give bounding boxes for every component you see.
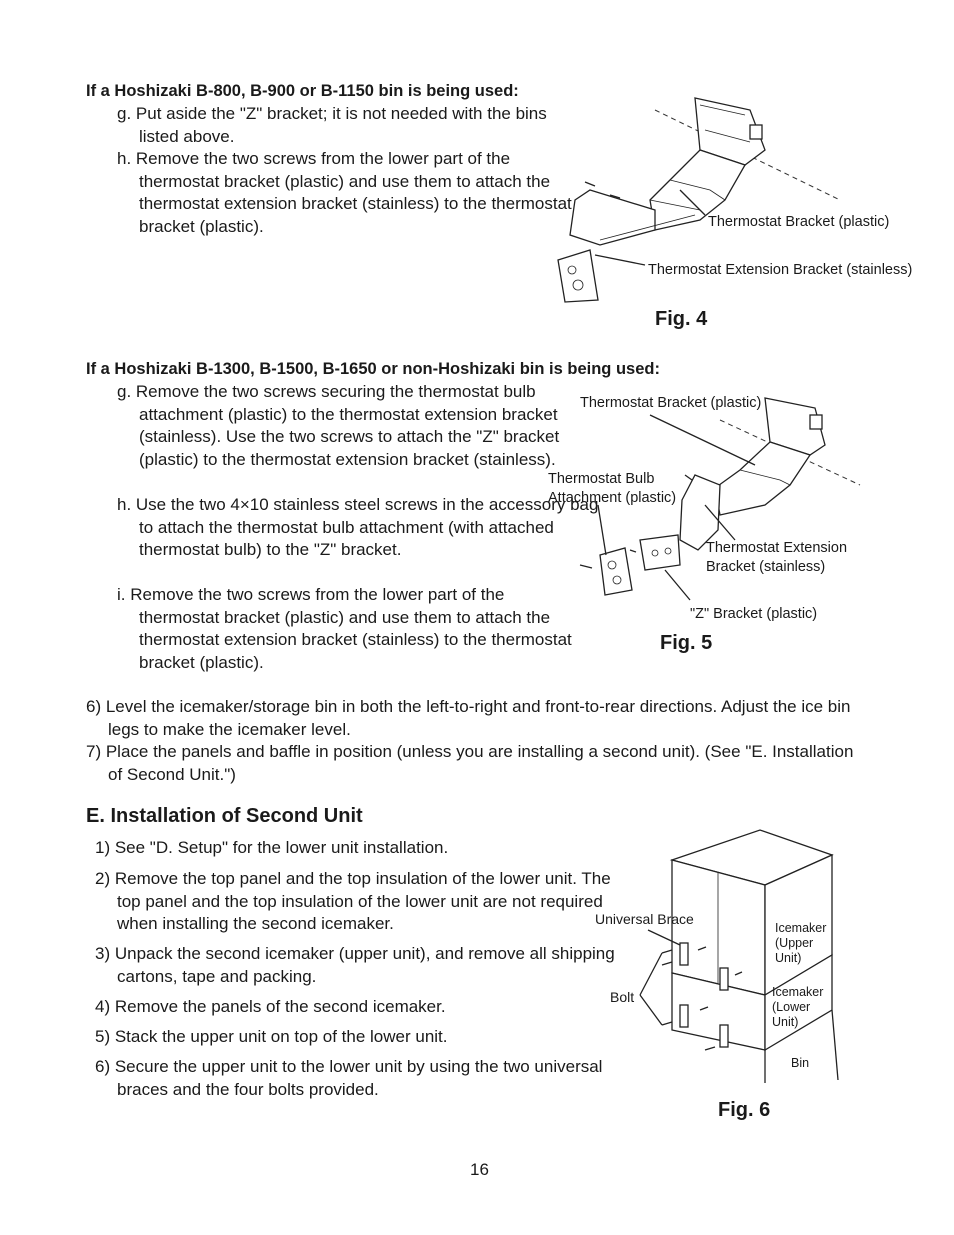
fig6-callout-lower-unit: Icemaker (Lower Unit): [772, 985, 824, 1029]
fig5-callout-extension-bracket: Thermostat Extension Bracket (stainless): [706, 540, 848, 575]
section1-step-g: g. Put aside the "Z" bracket; it is not needed with the bins listed above.: [117, 104, 547, 146]
fig4-label: Fig. 4: [655, 308, 708, 330]
section-e-title: E. Installation of Second Unit: [86, 805, 363, 827]
section2-step-g: g. Remove the two screws securing the thermostat bulb attachment (plastic) to the thermostat extension bracket (stainless). Use the two screws to attach the "Z" bracket (plastic) to the thermostat extension bracket (stainless).: [117, 382, 560, 469]
section2-step-h: h. Use the two 4×10 stainless steel screws in the accessory bag to attach the thermostat bulb attachment (with attached thermostat bulb) to the "Z" bracket.: [117, 495, 599, 559]
fig5-callout-bulb-attachment: Thermostat Bulb Attachment (plastic): [548, 471, 677, 506]
section1-step-h: h. Remove the two screws from the lower part of the thermostat bracket (plastic) and use them to attach the thermostat extension bracket (stainless) to the thermostat bracket (plastic).: [117, 149, 572, 236]
general-step-7: 7) Place the panels and baffle in position (unless you are installing a second unit). (See "E. Installation of Second Unit."): [86, 742, 854, 784]
section1-header: If a Hoshizaki B-800, B-900 or B-1150 bin is being used:: [86, 82, 519, 100]
fig5-callout-thermostat-bracket: Thermostat Bracket (plastic): [580, 395, 762, 411]
fig5-callout-z-bracket: "Z" Bracket (plastic): [690, 606, 818, 622]
section-e-step-5: 5) Stack the upper unit on top of the lower unit.: [95, 1027, 448, 1046]
fig6-callout-bin: Bin: [791, 1056, 810, 1070]
fig5-label: Fig. 5: [660, 632, 713, 654]
section-e-step-6: 6) Secure the upper unit to the lower unit by using the two universal braces and the four bolts provided.: [95, 1057, 603, 1099]
fig6-label: Fig. 6: [718, 1099, 771, 1121]
section2-step-i: i. Remove the two screws from the lower part of the thermostat bracket (plastic) and use them to attach the thermostat extension bracket (stainless) to the thermostat bracket (plastic).: [117, 585, 572, 672]
section-e-step-1: 1) See "D. Setup" for the lower unit installation.: [95, 838, 449, 857]
section-e-step-4: 4) Remove the panels of the second icemaker.: [95, 997, 446, 1016]
fig4-callout-thermostat-bracket: Thermostat Bracket (plastic): [708, 214, 890, 230]
section2-header: If a Hoshizaki B-1300, B-1500, B-1650 or non-Hoshizaki bin is being used:: [86, 360, 660, 378]
fig6-callout-upper-unit: Icemaker (Upper Unit): [775, 921, 827, 965]
fig4-callout-extension-bracket: Thermostat Extension Bracket (stainless): [648, 262, 913, 278]
fig6-callout-bolt: Bolt: [610, 989, 635, 1005]
section-e-step-3: 3) Unpack the second icemaker (upper unit), and remove all shipping cartons, tape and packing.: [95, 944, 615, 986]
page-number: 16: [470, 1160, 489, 1179]
section-e-step-2: 2) Remove the top panel and the top insulation of the lower unit. The top panel and the top insulation of the lower unit are not required when installing the second icemaker.: [95, 869, 611, 933]
general-step-6: 6) Level the icemaker/storage bin in both the left-to-right and front-to-rear directions. Adjust the ice bin legs to make the icemaker level.: [86, 697, 851, 739]
fig6-callout-universal-brace: Universal Brace: [595, 911, 694, 927]
